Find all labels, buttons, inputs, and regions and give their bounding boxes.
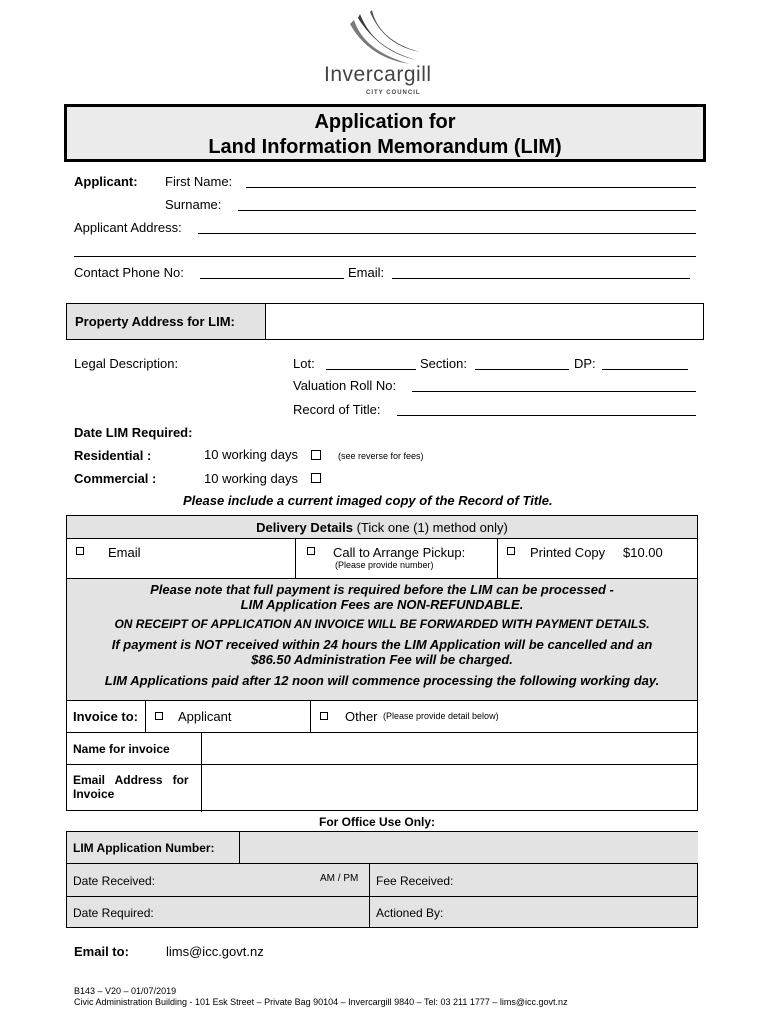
notice-invoice: ON RECEIPT OF APPLICATION AN INVOICE WILL BE FORWARDED WITH PAYMENT DETAILS. [114, 617, 650, 631]
notice-payment-1: Please note that full payment is required before the LIM can be processed - [150, 582, 614, 597]
footer-address: Civic Administration Building - 101 Esk Street – Private Bag 90104 – Invercargill 9840 – Tel: 03 211 1777 – lims@icc.govt.nz [74, 997, 568, 1007]
council-logo-icon [320, 8, 450, 68]
property-label-cell [66, 303, 266, 340]
office-row-divider-1 [66, 863, 698, 864]
residential-checkbox[interactable] [311, 450, 321, 460]
delivery-divider-1 [295, 538, 296, 579]
invoice-applicant-label: Applicant [178, 709, 232, 724]
valuation-label: Valuation Roll No: [293, 378, 397, 393]
date-required-office-label: Date Required: [73, 906, 154, 920]
footer-code: B143 – V20 – 01/07/2019 [74, 986, 177, 996]
valuation-field[interactable] [412, 391, 696, 392]
logo-name: Invercargill [324, 63, 432, 86]
legal-description-label: Legal Description: [74, 356, 179, 371]
fee-received-label: Fee Received: [376, 874, 454, 888]
property-address-field[interactable] [265, 303, 704, 340]
app-number-field[interactable] [239, 832, 698, 863]
actioned-by-label: Actioned By: [376, 906, 444, 920]
date-received-label: Date Received: [73, 874, 156, 888]
delivery-header-bold: Delivery Details [256, 520, 353, 535]
commercial-label: Commercial : [74, 471, 157, 486]
invoice-other-label: Other [345, 709, 378, 724]
residential-label: Residential : [74, 448, 152, 463]
record-of-title-note: Please include a current imaged copy of the Record of Title. [183, 493, 553, 508]
ampm-label: AM / PM [320, 873, 359, 884]
first-name-label: First Name: [165, 174, 233, 189]
commercial-checkbox[interactable] [311, 473, 321, 483]
residential-days: 10 working days [204, 447, 298, 462]
lot-field[interactable] [326, 369, 416, 370]
invoice-to-label: Invoice to: [73, 709, 139, 724]
address-field-1[interactable] [198, 233, 696, 234]
invoice-divider-1 [145, 700, 146, 733]
invoice-applicant-checkbox[interactable] [155, 712, 163, 720]
email-to-label: Email to: [74, 944, 129, 959]
applicant-label: Applicant: [74, 174, 138, 189]
property-label: Property Address for LIM: [75, 314, 235, 329]
payment-notices [66, 578, 698, 701]
title-line-2: Land Information Memorandum (LIM) [208, 136, 562, 158]
record-of-title-field[interactable] [397, 415, 696, 416]
date-required-label: Date LIM Required: [74, 425, 193, 440]
office-col-divider [369, 863, 370, 928]
delivery-pickup-checkbox[interactable] [307, 547, 315, 555]
lot-label: Lot: [293, 356, 315, 371]
address-label: Applicant Address: [74, 220, 182, 235]
section-label: Section: [420, 356, 467, 371]
email-label: Email: [348, 265, 385, 280]
email-to-address[interactable]: lims@icc.govt.nz [166, 944, 264, 959]
invoice-email-label-1: Email Address for [73, 773, 189, 787]
address-field-2[interactable] [74, 256, 696, 257]
dp-label: DP: [574, 356, 596, 371]
email-field[interactable] [392, 278, 690, 279]
delivery-email-checkbox[interactable] [76, 547, 84, 555]
delivery-pickup-label: Call to Arrange Pickup: [333, 545, 466, 560]
delivery-printed-checkbox[interactable] [507, 547, 515, 555]
notice-payment-2: LIM Application Fees are NON-REFUNDABLE. [240, 597, 524, 612]
delivery-pickup-note: (Please provide number) [335, 560, 434, 570]
invoice-email-label-2: Invoice [73, 787, 115, 801]
invoice-email-field[interactable] [203, 766, 696, 809]
office-use-header: For Office Use Only: [319, 815, 436, 829]
notice-cancel-2: $86.50 Administration Fee will be charged. [251, 652, 513, 667]
phone-label: Contact Phone No: [74, 265, 184, 280]
delivery-printed-label: Printed Copy [530, 545, 606, 560]
notice-noon: LIM Applications paid after 12 noon will commence processing the following working day. [104, 673, 660, 688]
invoice-name-field[interactable] [203, 734, 696, 763]
delivery-printed-price: $10.00 [623, 545, 663, 560]
invoice-other-checkbox[interactable] [320, 712, 328, 720]
first-name-field[interactable] [246, 187, 696, 188]
office-row-divider-2 [66, 896, 698, 897]
see-reverse-note: (see reverse for fees) [338, 451, 424, 461]
section-field[interactable] [475, 369, 569, 370]
delivery-divider-2 [497, 538, 498, 579]
title-box [64, 104, 706, 162]
app-number-label: LIM Application Number: [73, 841, 215, 855]
logo-subtitle: CITY COUNCIL [366, 90, 421, 96]
council-logo [320, 8, 450, 100]
surname-label: Surname: [165, 197, 222, 212]
delivery-email-label: Email [108, 545, 141, 560]
surname-field[interactable] [238, 210, 696, 211]
phone-field[interactable] [200, 278, 344, 279]
commercial-days: 10 working days [204, 471, 298, 486]
delivery-header [66, 515, 698, 539]
invoice-name-label: Name for invoice [73, 742, 170, 756]
invoice-other-note: (Please provide detail below) [383, 711, 499, 721]
title-line-1: Application for [314, 111, 456, 133]
notice-cancel-1: If payment is NOT received within 24 hours the LIM Application will be cancelled and an [111, 637, 653, 652]
record-of-title-label: Record of Title: [293, 402, 381, 417]
delivery-header-rest: (Tick one (1) method only) [352, 520, 508, 535]
dp-field[interactable] [602, 369, 688, 370]
invoice-divider-2 [310, 700, 311, 733]
